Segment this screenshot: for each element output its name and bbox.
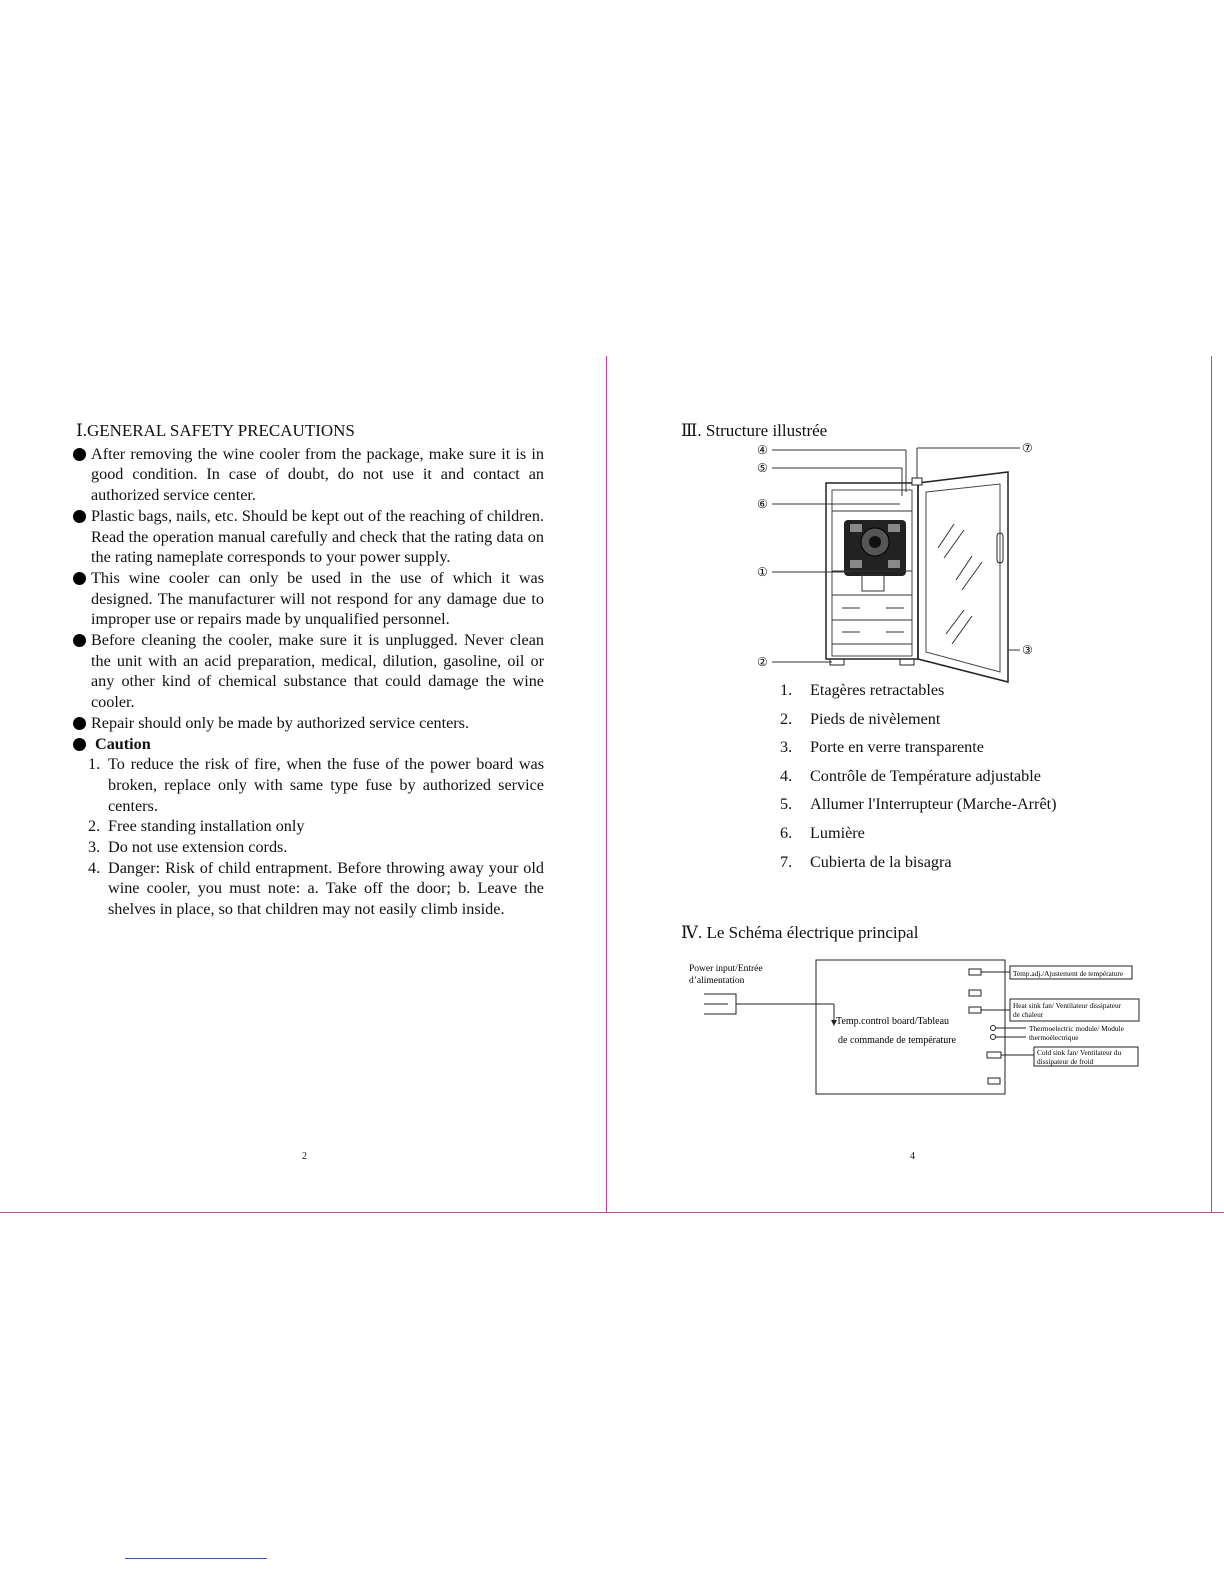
caution-item: 4. Danger: Risk of child entrapment. Before throwing away your old wine cooler, you must note: a. Take off the door; b. Leave the shelves in place, so that children may not easily climb inside. bbox=[88, 858, 544, 919]
caution-item: 3. Do not use extension cords. bbox=[88, 838, 288, 857]
power-input-label-2: d’alimentation bbox=[689, 976, 745, 986]
callout-5: ⑤ bbox=[757, 461, 768, 475]
callout-6: ⑥ bbox=[757, 497, 768, 511]
safety-bullet: After removing the wine cooler from the package, make sure it is in good condition. In case of doubt, do not use it and contact an authorized service center. bbox=[72, 444, 544, 506]
wine-cooler-diagram bbox=[750, 438, 1050, 684]
schematic-title: Ⅳ. Le Schéma électrique principal bbox=[681, 923, 919, 942]
callout-3: ③ bbox=[1022, 643, 1033, 657]
callout-4: ④ bbox=[757, 443, 768, 457]
callout-7: ⑦ bbox=[1022, 441, 1033, 455]
page-border-right bbox=[1211, 356, 1212, 1213]
caution-heading: Caution bbox=[72, 734, 544, 755]
cold-sink-fan-label-2: dissipateur de froid bbox=[1037, 1057, 1094, 1066]
caution-item: 2. Free standing installation only bbox=[88, 817, 305, 836]
callout-1: ① bbox=[757, 565, 768, 579]
thermoelectric-label: Thermoelectric module/ Module bbox=[1029, 1024, 1124, 1033]
safety-bullet: This wine cooler can only be used in the use of which it was designed. The manufacturer will not respond for any damage due to improper use or repairs made by unqualified personnel. bbox=[72, 568, 544, 630]
safety-bullet: Plastic bags, nails, etc. Should be kept out of the reaching of children. Read the operation manual carefully and check that the rating data on the rating nameplate corresponds to your power supply. bbox=[72, 506, 544, 568]
safety-precautions-section bbox=[72, 421, 544, 920]
cold-sink-fan-label: Cold sink fan/ Ventilateur du bbox=[1037, 1048, 1122, 1057]
page-number-right: 4 bbox=[910, 1151, 915, 1162]
thermoelectric-label-2: thermoélectrique bbox=[1029, 1033, 1079, 1042]
footer-underline bbox=[125, 1558, 267, 1559]
page-border-bottom bbox=[0, 1212, 1224, 1213]
page-divider bbox=[606, 356, 607, 1213]
power-input-label: Power input/Entrée bbox=[689, 964, 763, 974]
page-number-left: 2 bbox=[302, 1151, 307, 1162]
heat-sink-fan-label: Heat sink fan/ Ventilateur dissipateur bbox=[1013, 1001, 1122, 1010]
temp-adj-label: Temp.adj./Ajustement de température bbox=[1013, 969, 1124, 978]
callout-2: ② bbox=[757, 655, 768, 669]
safety-bullet: Before cleaning the cooler, make sure it is unplugged. Never clean the unit with an acid preparation, medical, dilution, gasoline, oil or any other kind of chemical substance that could damage the wine cooler. bbox=[72, 630, 544, 713]
safety-bullet: Repair should only be made by authorized service centers. bbox=[72, 713, 544, 734]
structure-title: Ⅲ. Structure illustrée bbox=[681, 421, 828, 440]
heat-sink-fan-label-2: de chaleur bbox=[1013, 1010, 1044, 1019]
section-heading: Ⅰ.GENERAL SAFETY PRECAUTIONS bbox=[76, 421, 355, 440]
caution-item: 1. To reduce the risk of fire, when the fuse of the power board was broken, replace only with same type fuse by authorized service centers. bbox=[88, 755, 544, 815]
control-board-label-2: de commande de température bbox=[838, 1035, 956, 1046]
electrical-schematic bbox=[682, 956, 1144, 1098]
control-board-label: Temp.control board/Tableau bbox=[836, 1016, 950, 1027]
